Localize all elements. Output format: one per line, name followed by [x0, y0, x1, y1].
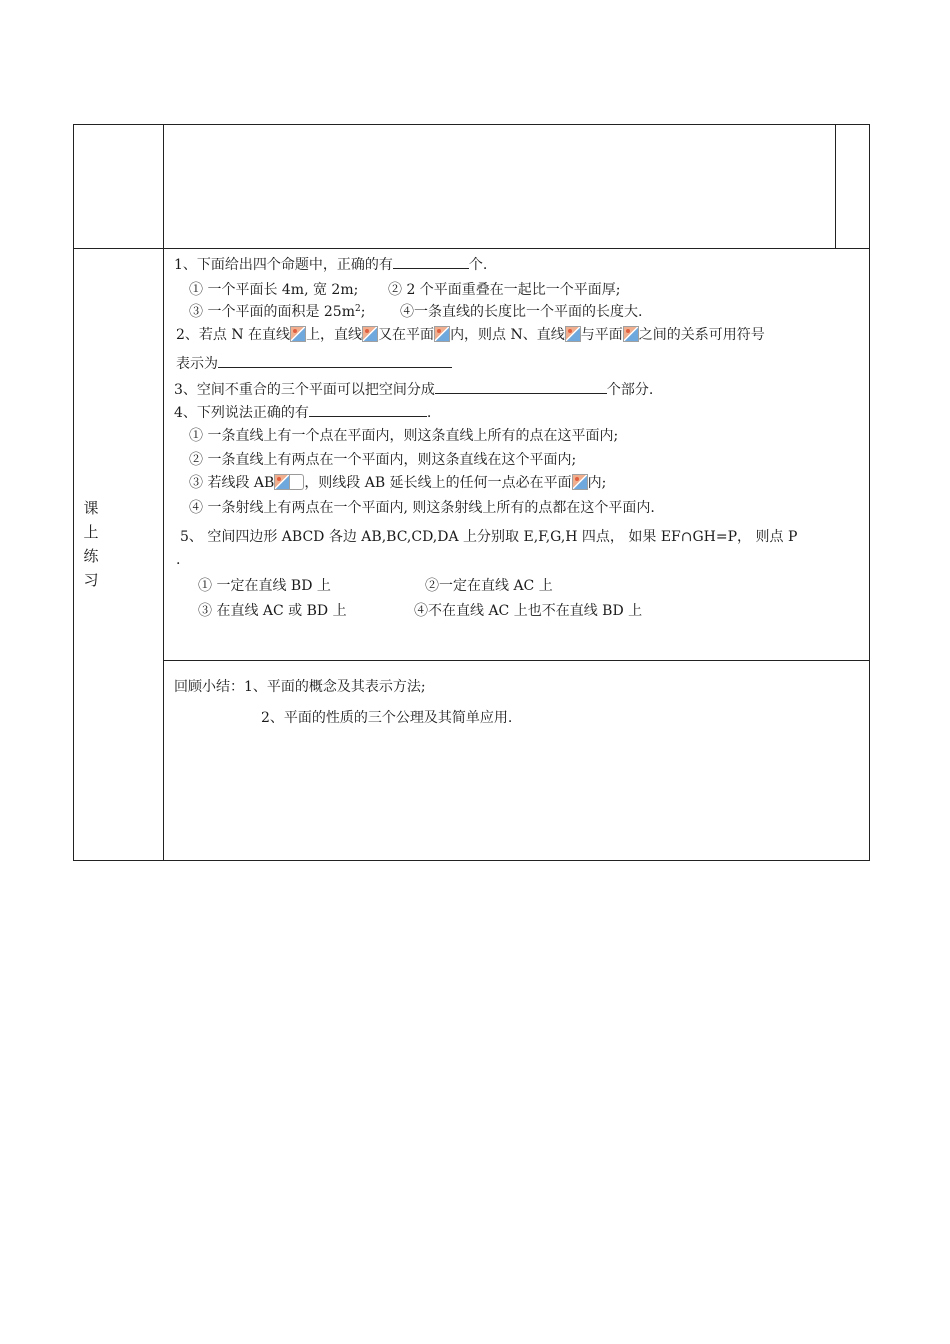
question-4-option-3 — [189, 473, 606, 493]
question-1-option-3 — [189, 302, 365, 322]
option-text: 内; — [587, 475, 607, 491]
question-5-option-3: ③ 在直线 AC 或 BD 上 — [198, 603, 347, 619]
question-5-stem-end: . — [176, 552, 181, 568]
option-text: ，则线段 AB 延长线上的任何一点必在平面 — [304, 475, 572, 491]
question-4-option-1: ① 一条直线上有一个点在平面内，则这条直线上所有的点在这平面内; — [189, 428, 619, 444]
broken-image-icon — [565, 326, 581, 342]
question-2-text: 2、若点 N 在直线 — [176, 327, 291, 343]
superscript: 2 — [355, 304, 361, 314]
left-column-divider — [163, 124, 164, 860]
question-2-stem — [176, 325, 765, 345]
option-text: ; — [360, 304, 366, 320]
side-label-char: 习 — [83, 571, 99, 589]
review-line-1: 回顾小结：1、平面的概念及其表示方法; — [174, 679, 426, 695]
row-divider-review — [163, 660, 869, 661]
answer-blank[interactable] — [435, 379, 607, 394]
side-label-char: 课 — [83, 499, 99, 517]
question-2-line-2 — [176, 353, 452, 374]
question-3-text: 3、空间不重合的三个平面可以把空间分成 — [174, 382, 435, 398]
right-narrow-column-divider — [835, 124, 836, 249]
question-5-option-4: ④不在直线 AC 上也不在直线 BD 上 — [414, 603, 643, 619]
question-5-stem: 5、 空间四边形 ABCD 各边 AB,BC,CD,DA 上分别取 E,F,G,H 四点， 如果 EF∩GH=P， 则点 P — [180, 529, 798, 545]
question-5-option-1: ① 一定在直线 BD 上 — [198, 578, 331, 594]
question-3-text: 个部分. — [606, 382, 654, 398]
review-line-2: 2、平面的性质的三个公理及其简单应用. — [261, 710, 513, 726]
side-label-char: 上 — [83, 523, 99, 541]
question-2-text: 与平面 — [580, 327, 623, 343]
option-text: ③ 若线段 AB — [189, 475, 275, 491]
answer-blank[interactable] — [218, 353, 452, 368]
broken-image-icon — [274, 474, 290, 490]
broken-image-icon — [572, 474, 588, 490]
question-4-stem — [174, 402, 431, 423]
question-1-stem-text: 1、下面给出四个命题中，正确的有 — [174, 257, 393, 273]
question-2-text: 表示为 — [176, 356, 218, 372]
question-2-text: 又在平面 — [378, 327, 435, 343]
image-frame — [290, 474, 304, 490]
question-4-option-4: ④ 一条射线上有两点在一个平面内, 则这条射线上所有的点都在这个平面内. — [189, 500, 655, 516]
broken-image-icon — [362, 326, 378, 342]
question-2-text: 之间的关系可用符号 — [638, 327, 765, 343]
side-label-char: 练 — [83, 547, 99, 565]
answer-blank[interactable] — [309, 402, 427, 417]
question-4-option-2: ② 一条直线上有两点在一个平面内，则这条直线在这个平面内; — [189, 452, 577, 468]
question-4-text: . — [426, 405, 432, 421]
question-2-text: 内，则点 N、直线 — [450, 327, 565, 343]
broken-image-icon — [623, 326, 639, 342]
broken-image-icon — [290, 326, 306, 342]
answer-blank[interactable] — [393, 254, 469, 269]
question-1-stem-end: 个. — [468, 257, 488, 273]
broken-image-icon — [434, 326, 450, 342]
side-label — [78, 496, 104, 592]
question-1-option-1: ① 一个平面长 4m, 宽 2m; — [189, 282, 359, 298]
question-1-option-4: ④一条直线的长度比一个平面的长度大. — [400, 304, 643, 320]
question-1-option-2: ② 2 个平面重叠在一起比一个平面厚; — [388, 282, 621, 298]
question-1-stem — [174, 254, 487, 275]
question-3 — [174, 379, 653, 400]
row-divider-top — [73, 248, 869, 249]
question-5-option-2: ②一定在直线 AC 上 — [425, 578, 553, 594]
question-4-text: 4、下列说法正确的有 — [174, 405, 309, 421]
question-2-text: 上，直线 — [306, 327, 363, 343]
option-text: ③ 一个平面的面积是 25m — [189, 304, 355, 320]
